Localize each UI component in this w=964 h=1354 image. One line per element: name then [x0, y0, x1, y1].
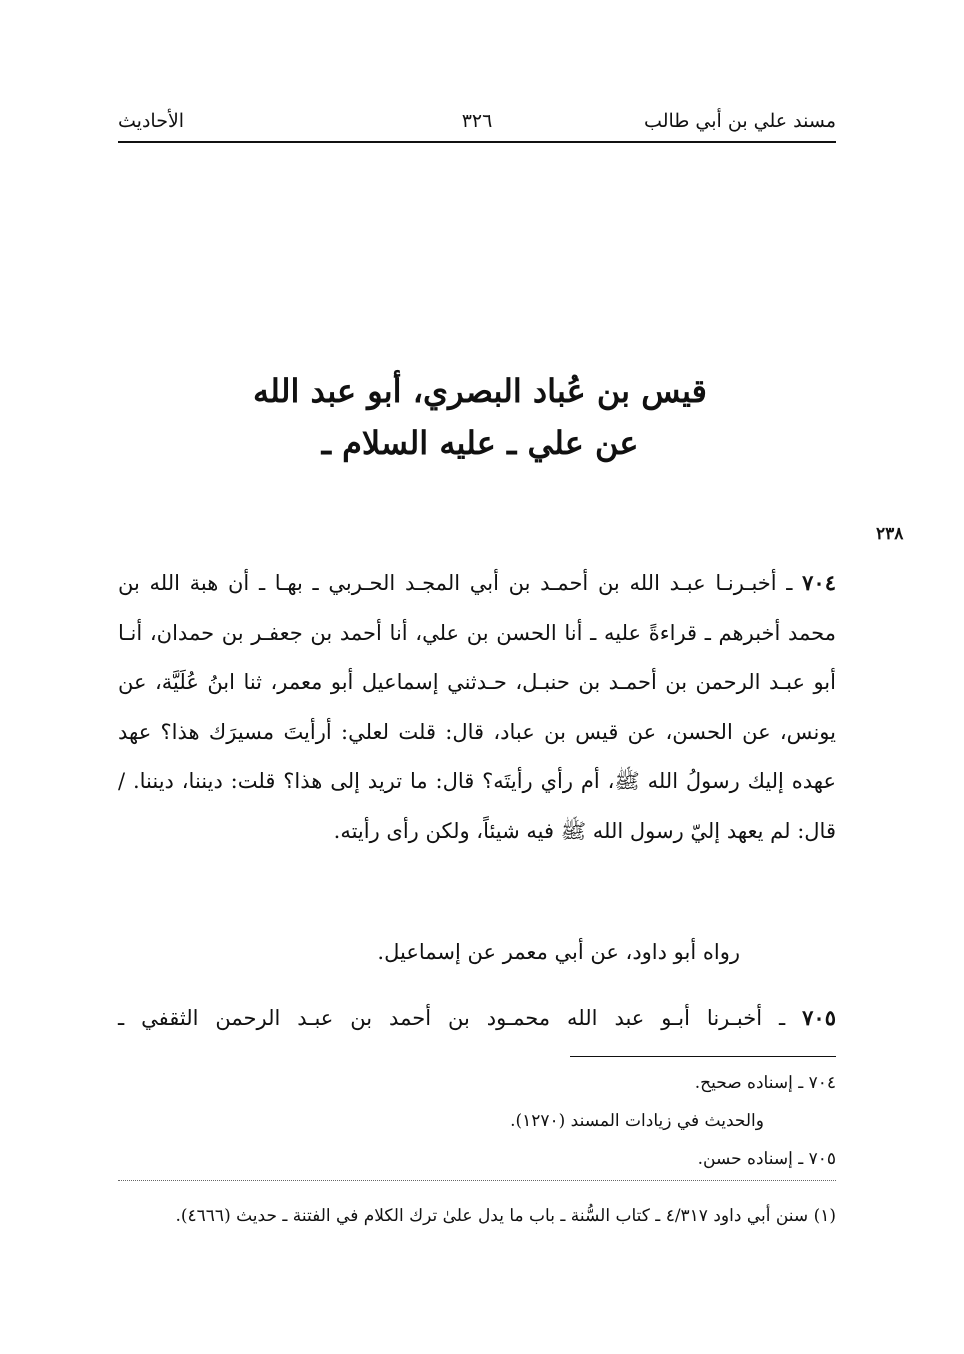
footnote-rule [570, 1056, 836, 1057]
running-head [118, 104, 836, 138]
hadith-number: ٧٠٥ [802, 1005, 836, 1030]
chapter-title [150, 365, 810, 469]
footnote-705: ٧٠٥ ـ إسناده حسن. [697, 1149, 836, 1169]
chapter-title-line-1: قيس بن عُباد البصري، أبو عبد الله [253, 372, 707, 410]
footnotes [118, 1064, 836, 1178]
riwaya-note: رواه أبو داود، عن أبي معمر عن إسماعيل. [377, 940, 740, 964]
hadith-text: ـ أخبـرنـا عبـد الله بن أحمـد بن أبي المجـد الحـربي ـ بهـا ـ أن هبة الله بن محمد أخبرهم ـ قراءةً عليه ـ أنا الحسن بن علي، أنا أحمد بن جعفـر بن حمدان، أنـا أبو عبـد الرحمن بن أحمـد بن حنبـل، حـدثني إسماعيل أبو معمر، ثنا ابنُ عُلَيَّة، عن يونس، عن الحسن، عن قيس بن عباد، قال: قلت لعلي: أرأيتَ مسيرَك هذا؟ عهد عهده إليك رسولُ الله ﷺ، أم رأي رأيتَه؟ قال: ما تريد إلى هذا؟ قلت: ديننا، ديننا. / قال: لم يعهد إليّ رسول الله ﷺ فيه شيئاً، ولكن رأى رأيته. [118, 571, 836, 843]
editor-footnote: (١) سنن أبي داود ٤/٣١٧ ـ كتاب السُّنة ـ باب ما يدل علىٰ ترك الكلام في الفتنة ـ حديث (٤٦٦٦). [175, 1206, 836, 1226]
book-title: مسند علي بن أبي طالب [644, 110, 836, 132]
section-title: الأحاديث [118, 110, 185, 132]
dotted-rule [118, 1180, 836, 1181]
hadith-705 [118, 994, 836, 1042]
page-number: ٣٢٦ [461, 110, 493, 132]
footnote-704: ٧٠٤ ـ إسناده صحيح. [694, 1073, 836, 1093]
hadith-704 [118, 558, 836, 856]
hadith-text: ـ أخبـرنا أبـو عبد الله محمـود بن أحمد بن عبـد الرحمن الثقفي ـ [118, 1006, 786, 1030]
hadith-number: ٧٠٤ [802, 570, 836, 595]
margin-page-number: ٢٣٨ [876, 524, 904, 544]
chapter-title-line-2: عن علي ـ عليه السلام ـ [321, 424, 639, 462]
footnote-704-reference: والحديث في زيادات المسند (١٢٧٠). [510, 1111, 764, 1131]
header-rule [118, 141, 836, 143]
